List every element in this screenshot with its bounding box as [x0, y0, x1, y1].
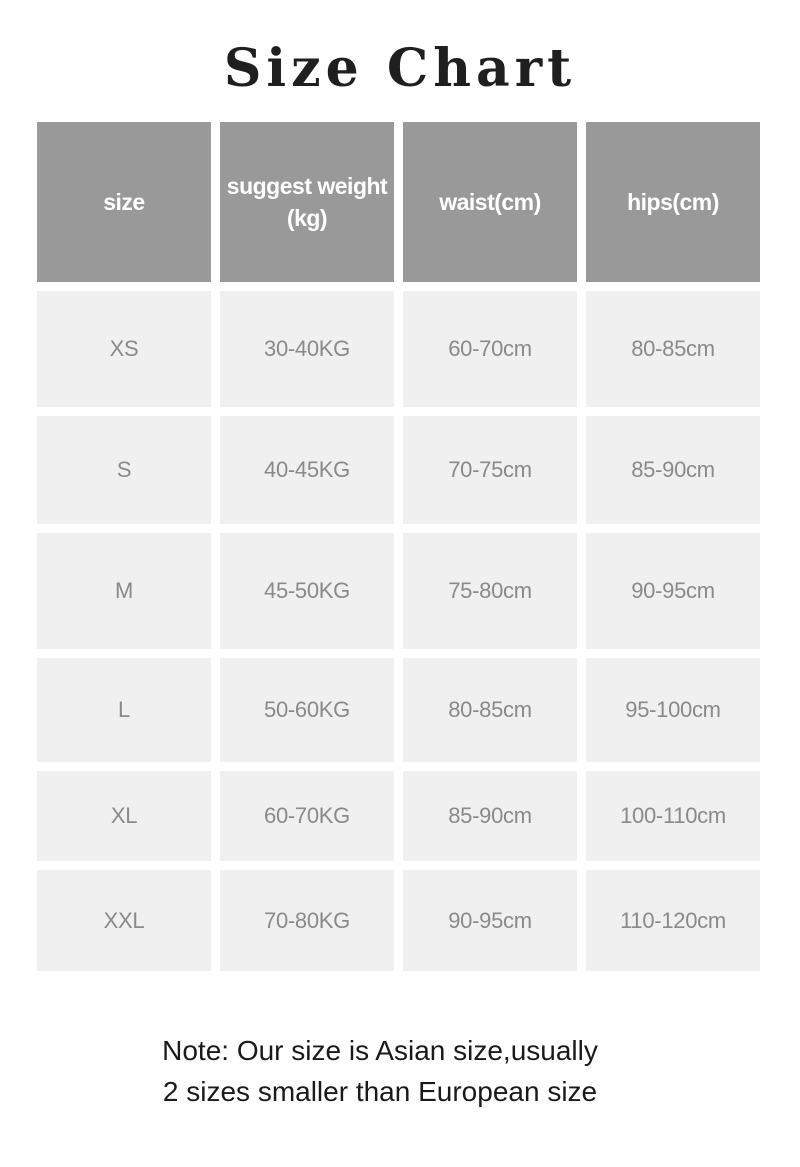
cell-hips: 90-95cm	[586, 533, 760, 649]
header-waist: waist(cm)	[403, 122, 577, 282]
cell-weight: 40-45KG	[220, 416, 394, 524]
cell-weight: 30-40KG	[220, 291, 394, 407]
cell-waist: 75-80cm	[403, 533, 577, 649]
header-suggest-weight-label: suggest weight (kg)	[226, 173, 388, 231]
cell-size: M	[37, 533, 211, 649]
cell-waist: 85-90cm	[403, 771, 577, 861]
cell-size: XS	[37, 291, 211, 407]
cell-weight: 45-50KG	[220, 533, 394, 649]
cell-hips: 80-85cm	[586, 291, 760, 407]
table-row	[37, 533, 761, 649]
cell-hips: 100-110cm	[586, 771, 760, 861]
cell-size: XXL	[37, 870, 211, 971]
cell-waist: 60-70cm	[403, 291, 577, 407]
cell-hips: 95-100cm	[586, 658, 760, 762]
cell-size: S	[37, 416, 211, 524]
table-row	[37, 291, 761, 407]
size-note-line-2: 2 sizes smaller than European size	[162, 1076, 598, 1107]
size-table	[37, 122, 761, 980]
cell-waist: 70-75cm	[403, 416, 577, 524]
header-size: size	[37, 122, 211, 282]
size-note	[0, 1030, 760, 1112]
cell-hips: 85-90cm	[586, 416, 760, 524]
cell-weight: 50-60KG	[220, 658, 394, 762]
table-row	[37, 658, 761, 762]
size-note-line-1: Note: Our size is Asian size,usually	[162, 1035, 598, 1066]
header-hips: hips(cm)	[586, 122, 760, 282]
page-title: Size Chart	[223, 38, 577, 99]
table-header-row	[37, 122, 761, 282]
table-row	[37, 416, 761, 524]
cell-size: XL	[37, 771, 211, 861]
cell-weight: 60-70KG	[220, 771, 394, 861]
cell-size: L	[37, 658, 211, 762]
cell-waist: 80-85cm	[403, 658, 577, 762]
table-row	[37, 870, 761, 971]
cell-waist: 90-95cm	[403, 870, 577, 971]
table-row	[37, 771, 761, 861]
cell-hips: 110-120cm	[586, 870, 760, 971]
header-suggest-weight	[220, 122, 394, 282]
cell-weight: 70-80KG	[220, 870, 394, 971]
